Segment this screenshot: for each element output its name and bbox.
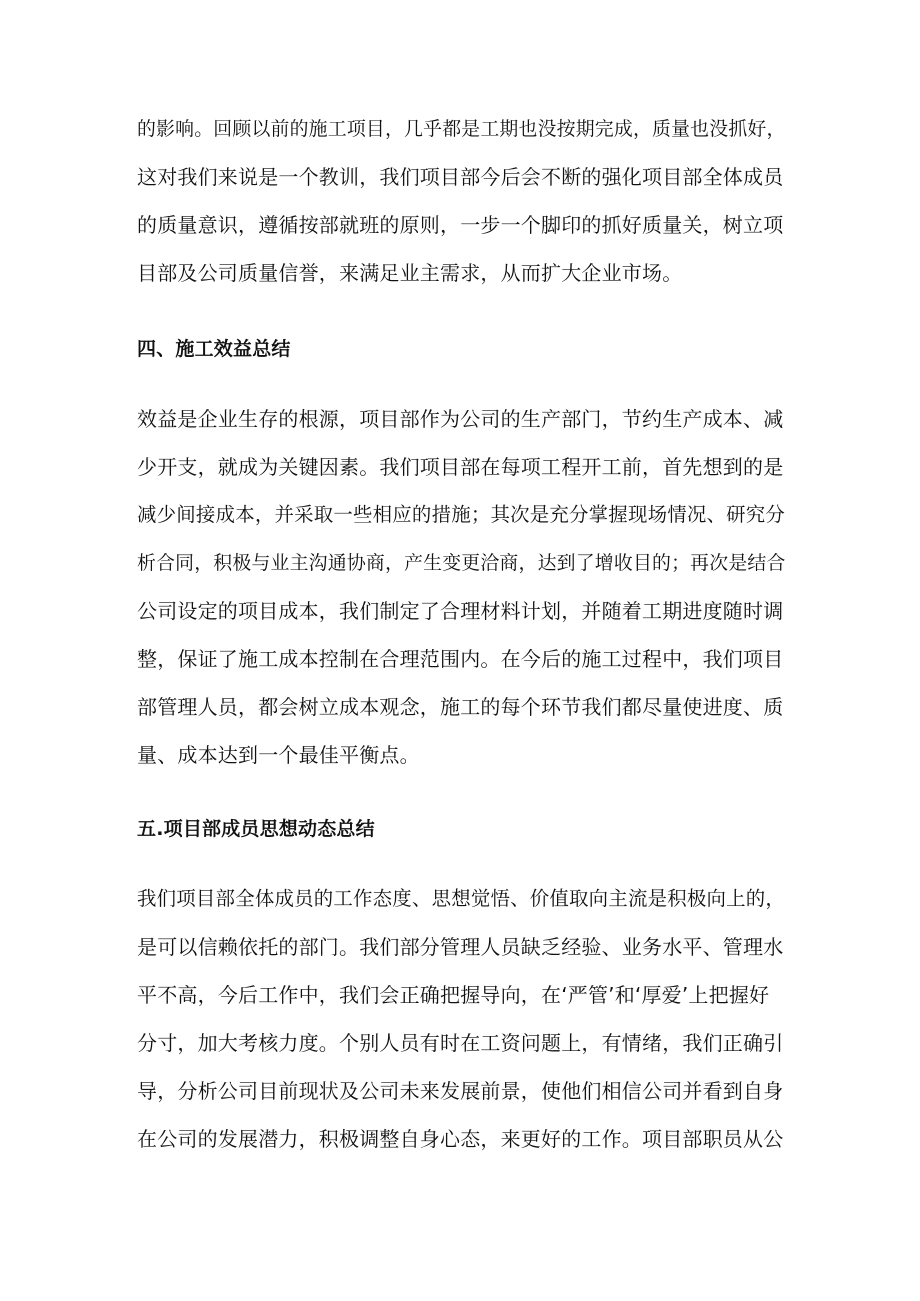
paragraph-3-line: 我们项目部全体成员的工作态度、思想觉悟、价值取向主流是积极向上的， [137, 887, 786, 910]
paragraph-3-line: 导，分析公司目前现状及公司未来发展前景，使他们相信公司并看到自身 [137, 1079, 784, 1103]
paragraph-2-line: 部管理人员，都会树立成本观念，施工的每个环节我们都尽量使进度、质 [137, 695, 784, 719]
section-heading-5: 五.项目部成员思想动态总结 [137, 818, 375, 840]
paragraph-2-line: 量、成本达到一个最佳平衡点。 [137, 743, 420, 767]
paragraph-2-line: 析合同，积极与业主沟通协商，产生变更洽商，达到了增收目的；再次是结合 [137, 552, 786, 574]
paragraph-1-line: 目部及公司质量信誉，来满足业主需求，从而扩大企业市场。 [137, 261, 683, 285]
section-heading-4: 四、施工效益总结 [137, 338, 291, 360]
paragraph-3-line: 在公司的发展潜力，积极调整自身心态，来更好的工作。项目部职员从公 [137, 1127, 784, 1151]
paragraph-3-line: 是可以信赖依托的部门。我们部分管理人员缺乏经验、业务水平、管理水 [137, 935, 784, 959]
paragraph-3-line: 分寸，加大考核力度。个别人员有时在工资问题上，有情绪，我们正确引 [137, 1031, 784, 1055]
paragraph-1-line: 的影响。回顾以前的施工项目，几乎都是工期也没按期完成，质量也没抓好， [137, 118, 786, 140]
paragraph-1-line: 这对我们来说是一个教训，我们项目部今后会不断的强化项目部全体成员 [137, 165, 784, 189]
paragraph-2-line: 公司设定的项目成本，我们制定了合理材料计划，并随着工期进度随时调 [137, 599, 784, 623]
paragraph-2-line: 整，保证了施工成本控制在合理范围内。在今后的施工过程中，我们项目 [137, 647, 784, 671]
paragraph-2-line: 减少间接成本，并采取一些相应的措施；其次是充分掌握现场情况、研究分 [137, 503, 786, 526]
paragraph-3-line: 平不高，今后工作中，我们会正确把握导向，在‘严管’和‘厚爱’上把握好 [137, 983, 770, 1007]
paragraph-1-line: 的质量意识，遵循按部就班的原则，一步一个脚印的抓好质量关，树立项 [137, 213, 784, 237]
paragraph-2-line: 少开支，就成为关键因素。我们项目部在每项工程开工前，首先想到的是 [137, 455, 784, 479]
paragraph-2-line: 效益是企业生存的根源，项目部作为公司的生产部门，节约生产成本、减 [137, 407, 784, 431]
